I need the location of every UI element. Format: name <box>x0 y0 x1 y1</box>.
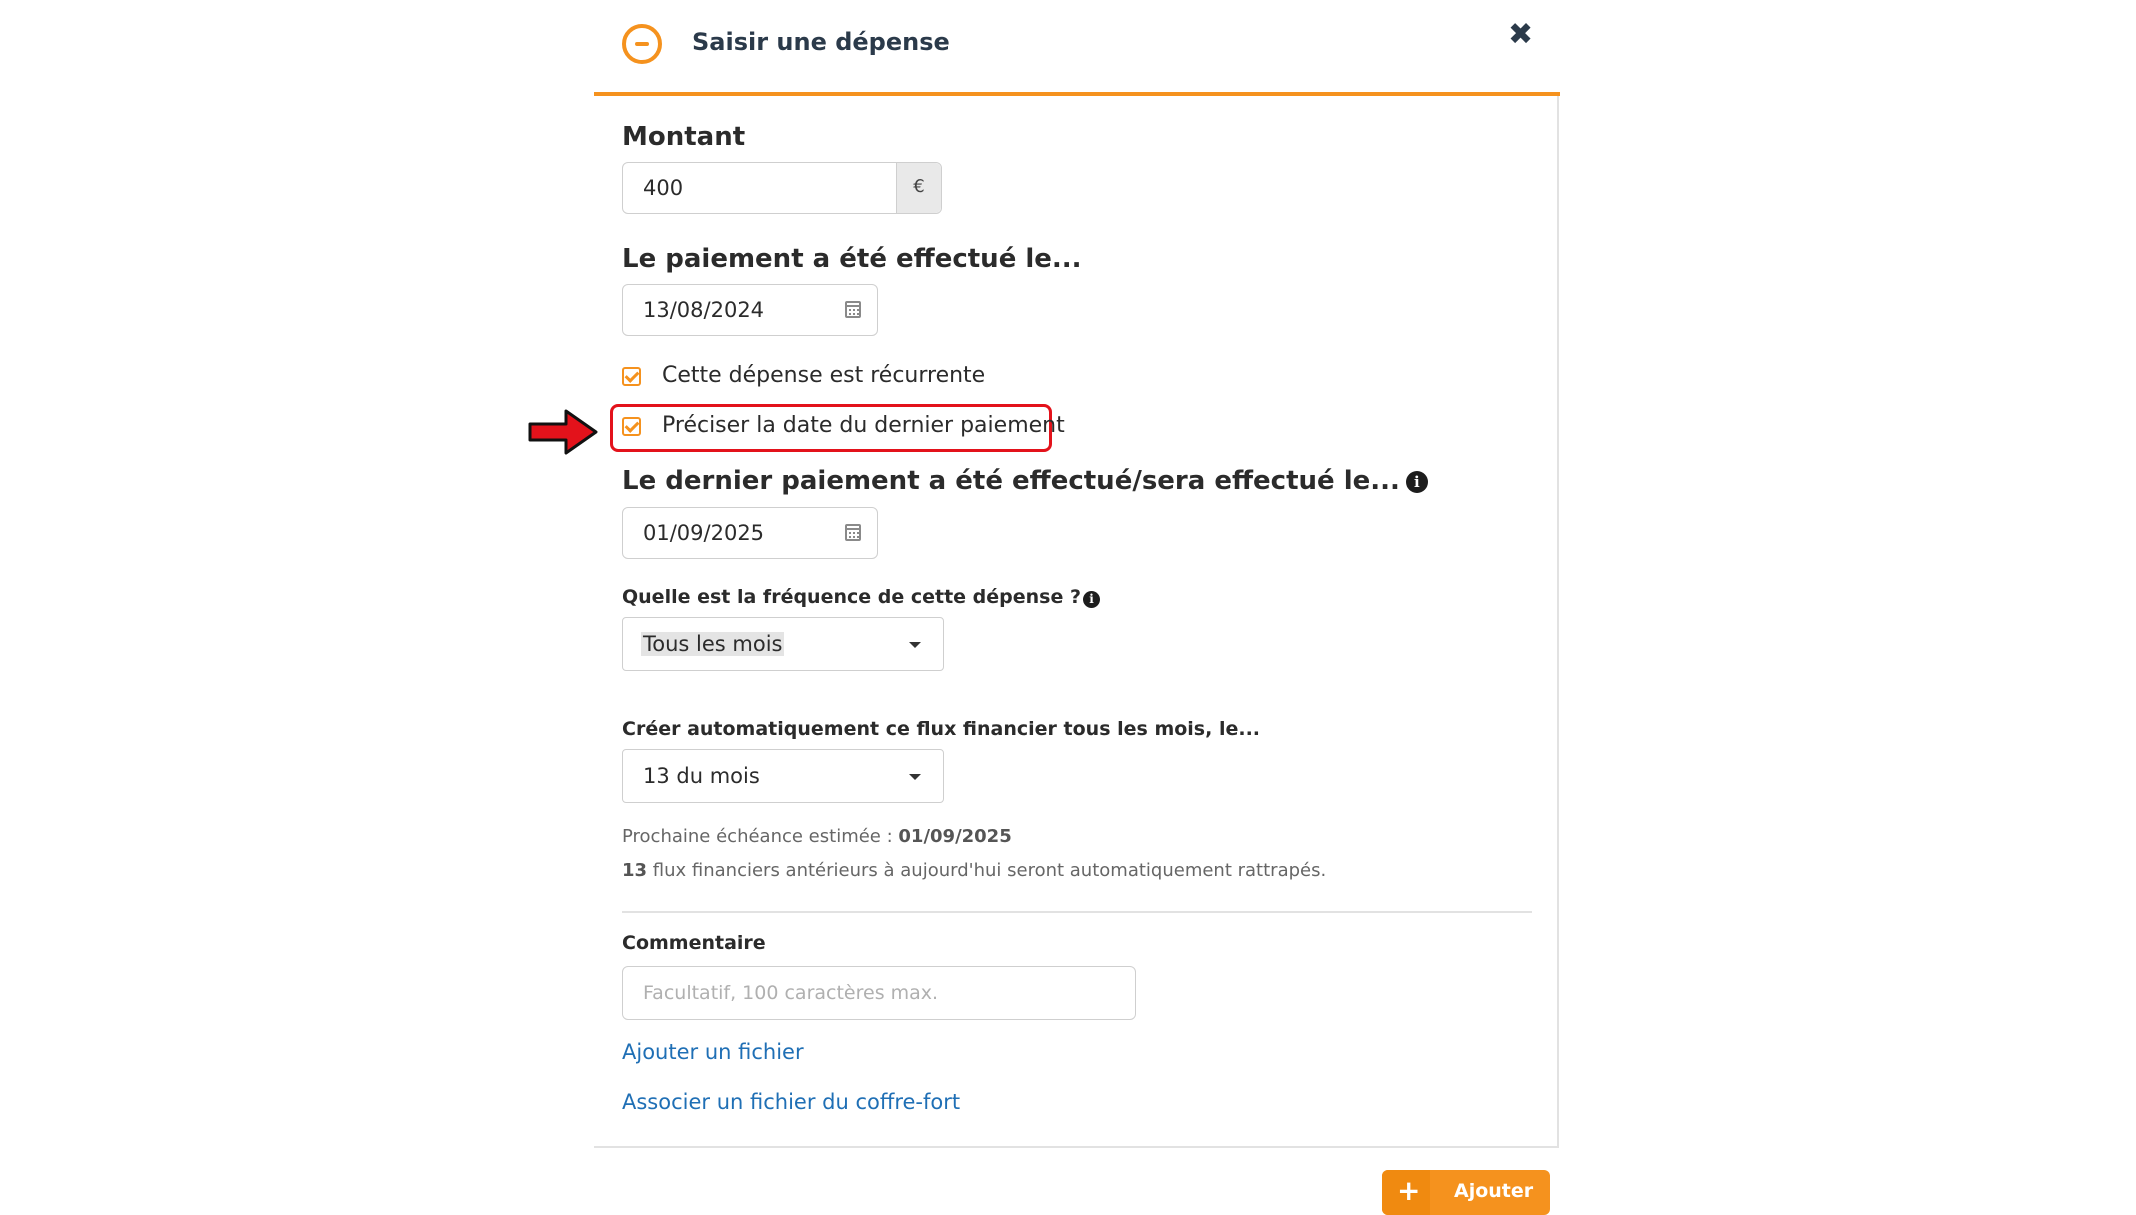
info-icon[interactable]: i <box>1083 591 1100 608</box>
last-payment-checkbox[interactable] <box>622 417 641 436</box>
frequency-select[interactable] <box>622 617 944 671</box>
info-icon[interactable]: i <box>1406 471 1428 493</box>
payment-date-input[interactable] <box>622 284 878 336</box>
plus-icon: + <box>1397 1174 1421 1207</box>
catchup-description: flux financiers antérieurs à aujourd'hui seront automatiquement rattrapés. <box>647 860 1327 881</box>
payment-date-label: Le paiement a été effectué le... <box>622 244 1082 274</box>
comment-label: Commentaire <box>622 932 766 954</box>
chevron-down-icon <box>909 774 921 780</box>
last-payment-checkbox-label: Préciser la date du dernier paiement <box>662 413 1065 438</box>
auto-create-day-select[interactable] <box>622 749 944 803</box>
recurring-checkbox[interactable] <box>622 367 641 386</box>
next-due-date: 01/09/2025 <box>898 826 1012 847</box>
close-icon[interactable]: ✖ <box>1508 17 1534 52</box>
add-file-link[interactable]: Ajouter un fichier <box>622 1040 804 1064</box>
last-payment-date-input[interactable] <box>622 507 878 559</box>
add-button-label: Ajouter <box>1454 1180 1534 1202</box>
next-due-text <box>622 826 1012 847</box>
catchup-count: 13 <box>622 860 648 881</box>
link-vault-file-link[interactable]: Associer un fichier du coffre-fort <box>622 1090 961 1114</box>
expense-modal <box>594 0 1560 1215</box>
auto-create-selected-value: 13 du mois <box>643 764 760 788</box>
section-divider <box>622 911 1532 913</box>
chevron-down-icon <box>909 642 921 648</box>
frequency-label-text: Quelle est la fréquence de cette dépense ? <box>622 586 1082 608</box>
amount-value: 400 <box>643 176 684 200</box>
payment-date-value: 13/08/2024 <box>643 298 765 322</box>
frequency-selected-value: Tous les mois <box>643 632 783 656</box>
calendar-icon[interactable] <box>845 301 861 318</box>
currency-addon: € <box>896 163 941 213</box>
last-payment-date-value: 01/09/2025 <box>643 521 765 545</box>
comment-input[interactable] <box>622 966 1136 1020</box>
add-button[interactable] <box>1382 1170 1550 1215</box>
catchup-text <box>622 860 1326 881</box>
amount-label: Montant <box>622 122 746 152</box>
amount-input[interactable] <box>622 162 942 214</box>
last-payment-label-text: Le dernier paiement a été effectué/sera effectué le... <box>622 466 1400 496</box>
modal-body <box>594 96 1559 1148</box>
frequency-label <box>622 586 1100 608</box>
last-payment-label <box>622 466 1428 496</box>
plus-icon-container <box>1382 1170 1430 1215</box>
calendar-icon[interactable] <box>845 524 861 541</box>
recurring-checkbox-label: Cette dépense est récurrente <box>662 363 986 388</box>
minus-circle-icon <box>622 24 662 64</box>
annotation-arrow-icon <box>528 408 600 456</box>
modal-header <box>594 0 1560 96</box>
auto-create-label: Créer automatiquement ce flux financier tous les mois, le... <box>622 718 1261 740</box>
modal-title: Saisir une dépense <box>692 28 950 56</box>
next-due-prefix: Prochaine échéance estimée : <box>622 826 899 847</box>
